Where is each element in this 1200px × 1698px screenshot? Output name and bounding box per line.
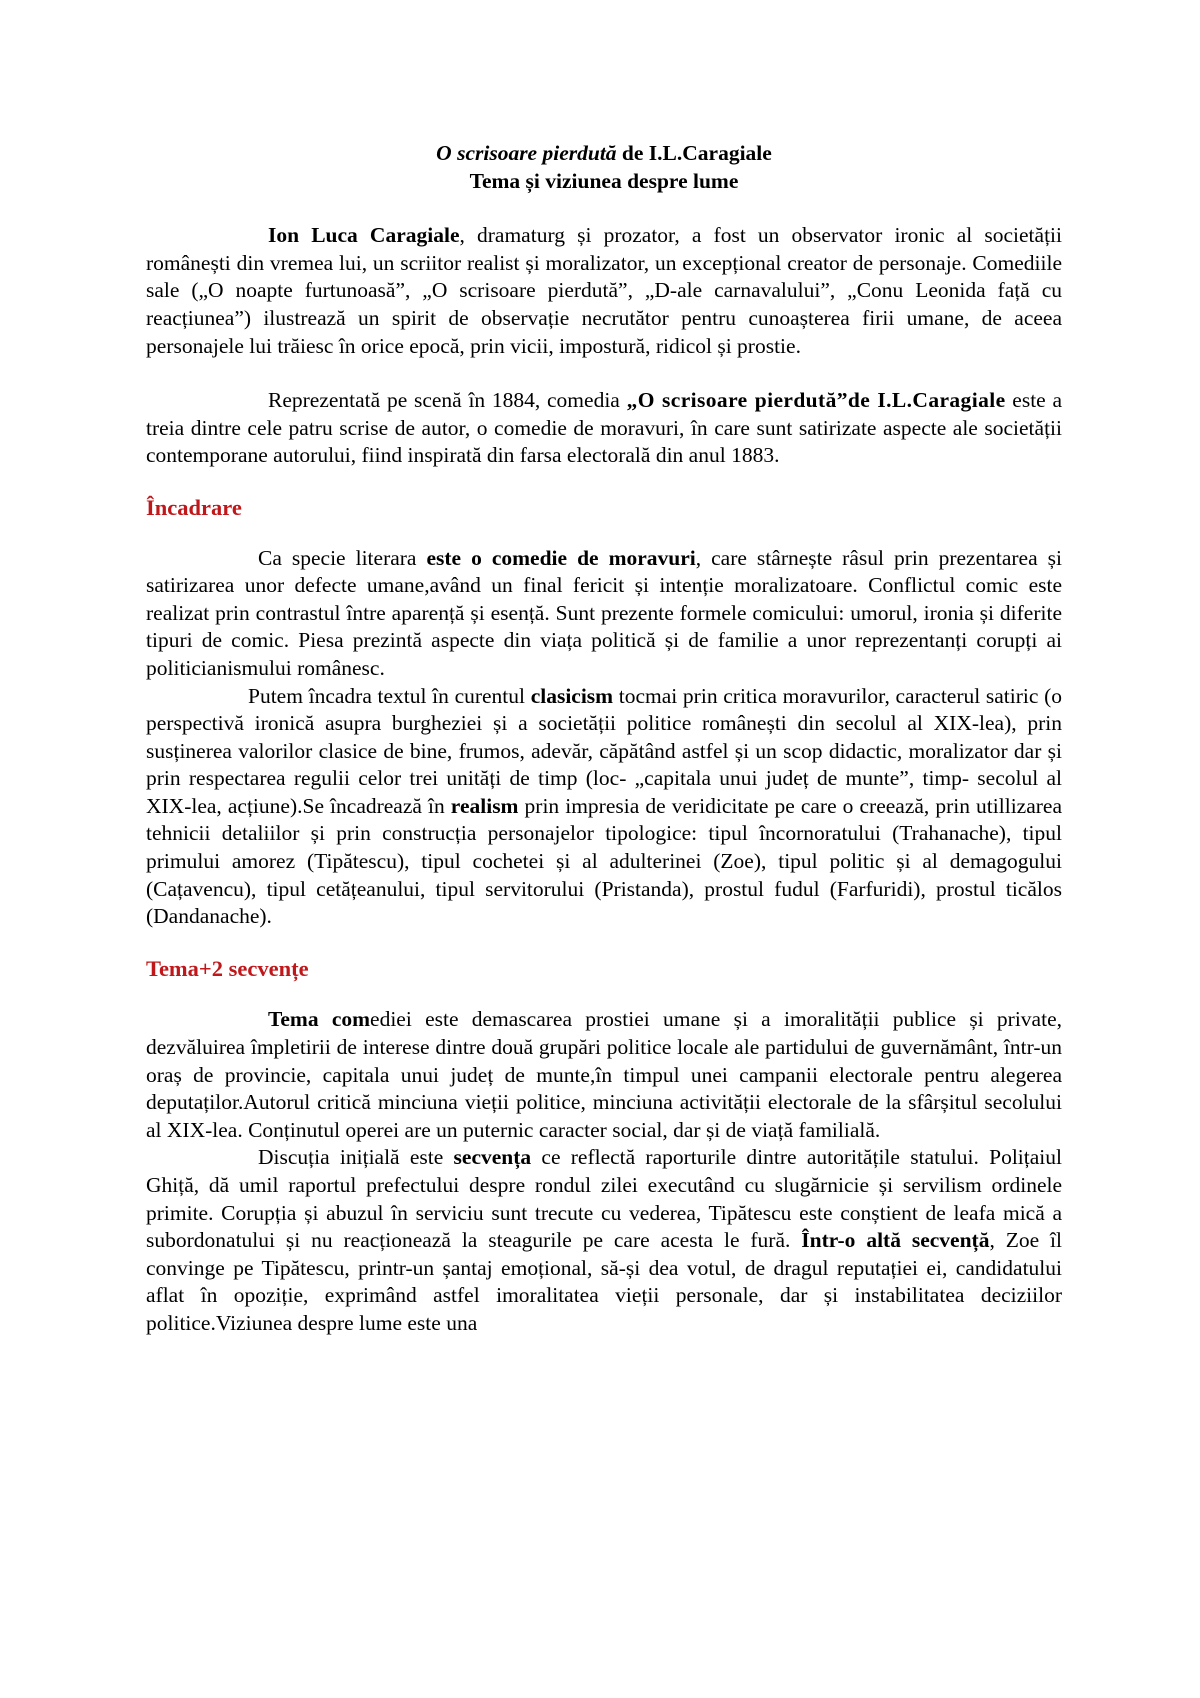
tema-paragraph-1: Tema comediei este demascarea prostiei umane și a imoralității publice și private, dezvăluirea împletirii de interese dintre două grupări politice locale ale partidului de guvernământ, într-un oraș de provincie, capitala unui județ de munte,în timpul unei campanii electorale pentru alegerea deputaților.Autorul critică minciuna vieții politice, minciuna activității electorale de la sfârșitul secolului al XIX-lea. Conținutul operei are un puternic caracter social, dar și de viață familială. — [146, 1007, 1062, 1142]
incadrare-paragraph-1: Ca specie literara este o comedie de moravuri, care stârnește râsul prin prezentarea și satirizarea unor defecte umane,având un final fericit și intenție moralizatoare. Conflictul comic este realizat prin contrastul între aparență și esență. Sunt prezente formele comicului: umorul, ironia și diferite tipuri de comic. Piesa prezintă aspecte din viața politică și de familie a unor reprezentanți corupți ai politicianismului românesc. — [146, 545, 1062, 680]
document-body — [146, 140, 1062, 1338]
section-heading-incadrare: Încadrare — [146, 494, 242, 520]
title-line-1 — [146, 140, 1062, 168]
author-name: Ion Luca Caragiale — [268, 223, 460, 248]
subtitle: Tema și viziunea despre lume — [469, 168, 739, 193]
title-author: de I.L.Caragiale — [616, 141, 772, 165]
intro-paragraph-2: Reprezentată pe scenă în 1884, comedia „O scrisoare pierdută”de I.L.Caragiale este a treia dintre cele patru scrise de autor, o comedie de moravuri, în care sunt satirizate aspecte ale societății contemporane autorului, fiind inspirată din farsa electorală din anul 1883. — [146, 388, 1062, 468]
tema-paragraph-2: Discuția inițială este secvența ce reflectă raporturile dintre autoritățile statului. Polițaiul Ghiță, dă umil raportul prefectului despre rondul zilei executând cu slugărnicie și servilism ordinele primite. Corupția și abuzul în serviciu sunt trecute cu vederea, Tipătescu este conștient de leafa mică a subordonatului și nu reacționează la steagurile pe care acesta le fură. Într-o altă secvență, Zoe îl convinge pe Tipătescu, printr-un șantaj emoțional, să-și dea votul, de dragul reputației ei, candidatului aflat în opoziție, exprimând astfel imoralitatea vieții personale, dar și instabilitatea deciziilor politice.Viziunea despre lume este una — [146, 1145, 1063, 1335]
intro-paragraph-1: Ion Luca Caragiale, dramaturg și prozator, a fost un observator ironic al societății românești din vremea lui, un scriitor realist și moralizator, un excepțional creator de personaje. Comediile sale („O noapte furtunoasă”, „O scrisoare pierdută”, „D-ale carnavalului”, „Conu Leonida față cu reacțiunea”) ilustrează un spirit de observație necrutător pentru cunoașterea firii umane, de aceea personajele lui trăiesc în orice epocă, prin vicii, impostură, ridicol și prostie. — [146, 223, 1062, 358]
work-title: O scrisoare pierdută — [436, 141, 617, 165]
section-heading-tema: Tema+2 secvențe — [146, 955, 309, 981]
incadrare-paragraph-2: Putem încadra textul în curentul clasicism tocmai prin critica moravurilor, caracterul satiric (o perspectivă ironică asupra burgheziei și a societății politice românești din secolul al XIX-lea), prin susținerea valorilor clasice de bine, frumos, adevăr, căpătând astfel și un scop didactic, moralizator dar și prin respectarea regulii celor trei unități de timp (loc- „capitala unui județ de munte”, timp- secolul al XIX-lea, acțiune).Se încadrează în realism prin impresia de veridicitate pe care o creează, prin utillizarea tehnicii detaliilor și prin construcția personajelor tipologice: tipul încornoratului (Trahanache), tipul primului amorez (Tipătescu), tipul cochetei și al adulterinei (Zoe), tipul politic și al demagogului (Cațavencu), tipul cetățeanului, tipul servitorului (Pristanda), prostul fudul (Farfuridi), prostul ticălos (Dandanache). — [146, 683, 1062, 929]
